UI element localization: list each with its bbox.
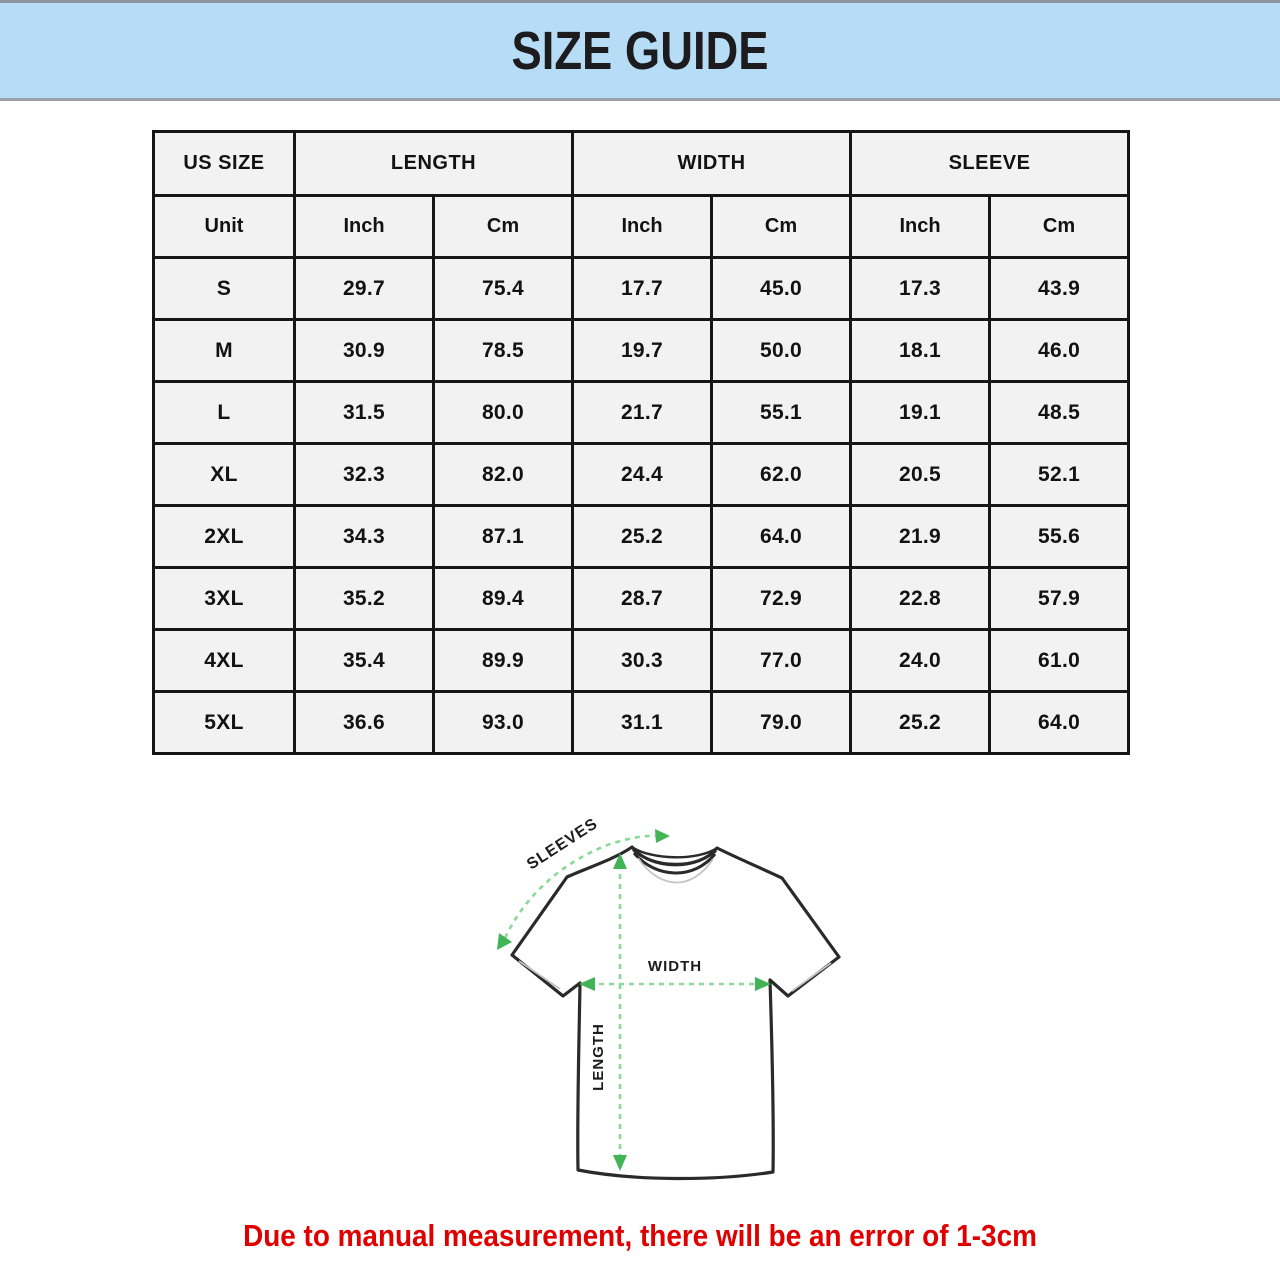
value-cell: 35.2 [295, 568, 434, 630]
value-cell: 80.0 [434, 382, 573, 444]
sleeves-label: SLEEVES [524, 815, 602, 874]
table-row-l [154, 382, 1129, 444]
value-cell: 46.0 [990, 320, 1129, 382]
value-cell: 52.1 [990, 444, 1129, 506]
tshirt-outline-icon [512, 847, 839, 1179]
size-cell: L [154, 382, 295, 444]
value-cell: 22.8 [851, 568, 990, 630]
value-cell: 64.0 [712, 506, 851, 568]
value-cell: 87.1 [434, 506, 573, 568]
table-row-3xl [154, 568, 1129, 630]
table-row-5xl [154, 692, 1129, 754]
unit-cell: Cm [712, 196, 851, 258]
table-row-4xl [154, 630, 1129, 692]
value-cell: 32.3 [295, 444, 434, 506]
value-cell: 55.6 [990, 506, 1129, 568]
size-cell: S [154, 258, 295, 320]
value-cell: 25.2 [573, 506, 712, 568]
value-cell: 24.0 [851, 630, 990, 692]
value-cell: 29.7 [295, 258, 434, 320]
table-row-m [154, 320, 1129, 382]
col-group-sleeve: SLEEVE [851, 132, 1129, 196]
value-cell: 25.2 [851, 692, 990, 754]
page-title: SIZE GUIDE [511, 20, 769, 81]
unit-cell: Inch [295, 196, 434, 258]
value-cell: 28.7 [573, 568, 712, 630]
value-cell: 21.9 [851, 506, 990, 568]
value-cell: 93.0 [434, 692, 573, 754]
size-cell: XL [154, 444, 295, 506]
value-cell: 30.9 [295, 320, 434, 382]
size-cell: 2XL [154, 506, 295, 568]
value-cell: 18.1 [851, 320, 990, 382]
unit-cell: Inch [573, 196, 712, 258]
value-cell: 36.6 [295, 692, 434, 754]
value-cell: 19.7 [573, 320, 712, 382]
value-cell: 31.5 [295, 382, 434, 444]
value-cell: 75.4 [434, 258, 573, 320]
value-cell: 17.7 [573, 258, 712, 320]
value-cell: 17.3 [851, 258, 990, 320]
value-cell: 19.1 [851, 382, 990, 444]
tshirt-measurement-diagram [475, 812, 885, 1212]
value-cell: 34.3 [295, 506, 434, 568]
value-cell: 55.1 [712, 382, 851, 444]
size-table [152, 130, 1130, 755]
unit-cell: Inch [851, 196, 990, 258]
table-row-2xl [154, 506, 1129, 568]
value-cell: 57.9 [990, 568, 1129, 630]
unit-cell: Cm [990, 196, 1129, 258]
value-cell: 45.0 [712, 258, 851, 320]
value-cell: 24.4 [573, 444, 712, 506]
length-label: LENGTH [590, 1023, 607, 1091]
unit-cell: Unit [154, 196, 295, 258]
table-group-header-row [154, 132, 1129, 196]
value-cell: 89.4 [434, 568, 573, 630]
value-cell: 30.3 [573, 630, 712, 692]
value-cell: 89.9 [434, 630, 573, 692]
col-group-length: LENGTH [295, 132, 573, 196]
value-cell: 35.4 [295, 630, 434, 692]
value-cell: 62.0 [712, 444, 851, 506]
value-cell: 78.5 [434, 320, 573, 382]
value-cell: 77.0 [712, 630, 851, 692]
table-unit-row [154, 196, 1129, 258]
value-cell: 61.0 [990, 630, 1129, 692]
value-cell: 43.9 [990, 258, 1129, 320]
col-group-us-size: US SIZE [154, 132, 295, 196]
value-cell: 64.0 [990, 692, 1129, 754]
unit-cell: Cm [434, 196, 573, 258]
table-row-xl [154, 444, 1129, 506]
size-cell: 4XL [154, 630, 295, 692]
value-cell: 82.0 [434, 444, 573, 506]
size-cell: M [154, 320, 295, 382]
size-cell: 5XL [154, 692, 295, 754]
value-cell: 48.5 [990, 382, 1129, 444]
size-cell: 3XL [154, 568, 295, 630]
table-row-s [154, 258, 1129, 320]
value-cell: 79.0 [712, 692, 851, 754]
width-label: WIDTH [647, 958, 703, 975]
value-cell: 21.7 [573, 382, 712, 444]
measurement-disclaimer: Due to manual measurement, there will be an error of 1-3cm [243, 1218, 1037, 1253]
value-cell: 72.9 [712, 568, 851, 630]
value-cell: 50.0 [712, 320, 851, 382]
col-group-width: WIDTH [573, 132, 851, 196]
value-cell: 20.5 [851, 444, 990, 506]
value-cell: 31.1 [573, 692, 712, 754]
title-banner [0, 0, 1280, 101]
